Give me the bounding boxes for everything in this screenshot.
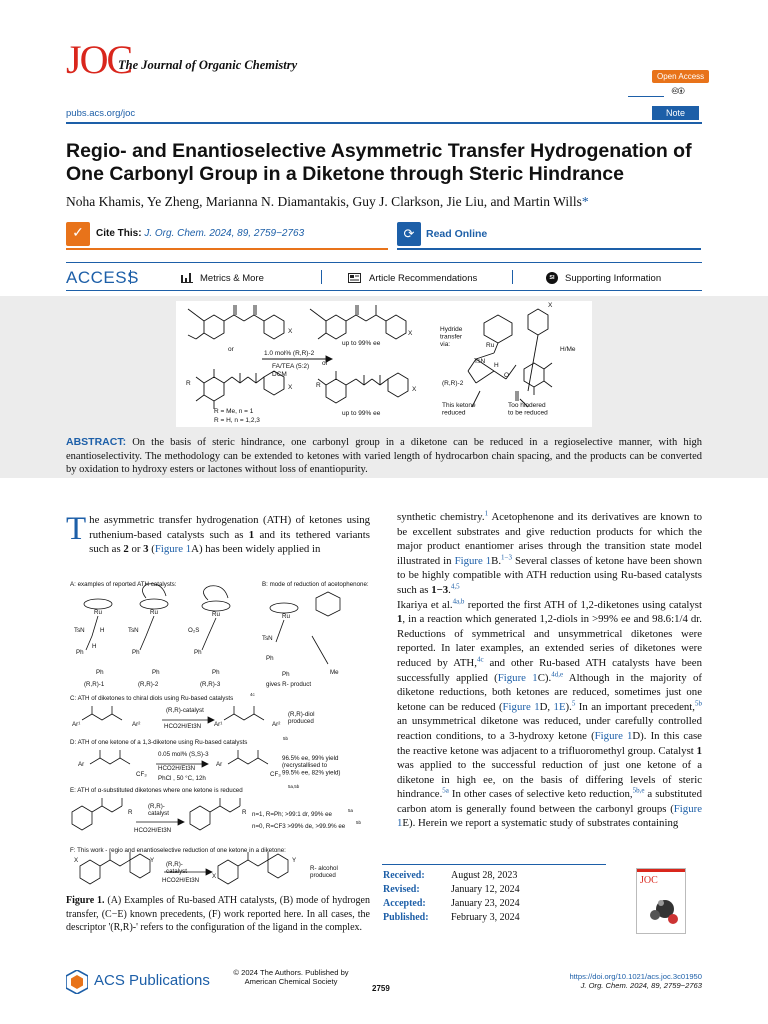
body-text: an unsymmetrical diketone was reduced, under carefully controlled reaction conditions, to a 3-hydroxy ketone (: [397, 715, 702, 742]
access-label: ACCESS: [66, 268, 139, 287]
fig-c-reagent: HCO2H/Et3N: [164, 723, 202, 730]
abstract: [66, 436, 702, 477]
fig-e-result-1-sup: 5a: [348, 808, 354, 813]
svg-text:O: O: [504, 372, 510, 379]
dropcap: T: [66, 511, 87, 547]
reference-link[interactable]: 5: [571, 699, 576, 708]
body-column-1: [66, 513, 370, 557]
read-online-icon[interactable]: ⟳: [397, 222, 421, 246]
body-text: Although in the majority of diketone reductions, both ketones are reduced, sometimes just one ketone can be reduced (: [397, 671, 702, 713]
fig-c-label: C: ATH of diketones to chiral diols using Ru-based catalysts: [70, 695, 234, 702]
svg-text:Ph: Ph: [76, 649, 84, 656]
fig-e-result-2-sup: 5b: [356, 820, 362, 825]
cite-this[interactable]: [96, 228, 304, 239]
svg-text:H: H: [100, 627, 105, 634]
toc-arrow-top: 1.0 mol% (R,R)-2: [264, 350, 315, 357]
svg-text:X: X: [408, 330, 413, 337]
svg-text:Y: Y: [292, 857, 297, 864]
figure-link[interactable]: Figure 1: [397, 802, 702, 830]
svg-text:TsN: TsN: [74, 627, 85, 634]
fig-cat1: (R,R)-1: [84, 681, 105, 688]
read-underline: [397, 248, 701, 250]
body-text: (: [148, 543, 155, 556]
compound-ref: 1: [248, 528, 255, 541]
body-text: In other cases of selective keto reduction,: [448, 788, 633, 801]
reference-link[interactable]: 1−3: [501, 553, 512, 562]
svg-text:Ph: Ph: [132, 649, 140, 656]
body-text: In an important precedent,: [575, 700, 695, 713]
figure-link[interactable]: Figure 1: [454, 554, 492, 567]
acs-publications-logo[interactable]: ACS Publications: [94, 972, 210, 989]
body-text: and other Ru-based ATH catalysts have been successfully applied (: [397, 656, 702, 684]
toc-condition-1: R = Me, n = 1: [214, 408, 254, 415]
toc-hydride-label: Hydride transfer via:: [440, 326, 463, 348]
journal-name: The Journal of Organic Chemistry: [118, 58, 298, 72]
body-text: E). Herein we report a systematic study of substrates containing: [402, 817, 679, 830]
body-text: Ikariya et al.: [397, 598, 453, 611]
bar-chart-icon: [181, 273, 193, 283]
svg-text:TsN: TsN: [474, 358, 486, 365]
fig-e-sup: 5a,5b: [288, 784, 300, 789]
figure-1[interactable]: [66, 576, 370, 890]
reference-link[interactable]: 1: [484, 509, 489, 518]
caption-label: Figure 1.: [66, 895, 105, 906]
article-recommendations-icon: [348, 273, 361, 283]
fig-a-label: A: examples of reported ATH catalysts:: [70, 581, 177, 588]
fig-cat2: (R,R)-2: [138, 681, 159, 688]
svg-text:Ph: Ph: [194, 649, 202, 656]
reference-link[interactable]: 4a,b: [452, 596, 465, 605]
svg-text:Ar¹: Ar¹: [72, 721, 81, 728]
figure-link[interactable]: Figure 1: [594, 729, 633, 742]
fig-b-label: B: mode of reduction of acetophenone:: [262, 581, 369, 588]
svg-text:R: R: [128, 809, 133, 816]
acs-logo-icon: [66, 970, 88, 994]
date-published: Published: February 3, 2024: [383, 912, 520, 923]
article-recommendations-link[interactable]: Article Recommendations: [369, 273, 478, 284]
toc-too-hindered: Too hindered to be reduced: [508, 402, 548, 417]
access-bar-bottom-rule: [66, 290, 702, 291]
fig-c-sup: 4c: [250, 692, 255, 697]
compound-ref: 1−3: [431, 583, 449, 596]
fig-e-result-2: n=0, R=CF3 >99% de, >99.9% ee: [252, 823, 346, 830]
cite-check-icon[interactable]: ✓: [66, 222, 90, 246]
svg-text:X: X: [412, 386, 417, 393]
supporting-information-icon: SI: [546, 272, 558, 284]
fig-d-result: 96.5% ee, 99% yield (recrystallised to 99.5% ee, 82% yield): [282, 755, 341, 777]
body-text: , in a reaction which generated 1,2-diols in >99% ee and 98.6:1/4 dr. Reductions of symmetrical and unsymmetrical diketones were reported. In later examples, an extended series of diketones were reduced by ATH,: [397, 613, 702, 669]
fig-f-reagent: HCO2H/Et3N: [162, 877, 200, 884]
svg-text:R: R: [316, 382, 321, 389]
toc-arrow-bottom-1: FA/TEA (5:2): [272, 363, 310, 370]
svg-text:Ru: Ru: [282, 613, 290, 620]
body-text: .: [448, 583, 451, 596]
figure-link[interactable]: 1E: [553, 700, 566, 713]
read-online-link[interactable]: Read Online: [426, 228, 488, 240]
body-text: reported the first ATH of 1,2-diketones using catalyst: [464, 598, 702, 611]
fig-d-sup: 5b: [283, 736, 289, 741]
svg-text:Ar¹: Ar¹: [214, 721, 223, 728]
author-names[interactable]: Noha Khamis, Ye Zheng, Marianna N. Diamantakis, Guy J. Clarkson, Jie Liu, and Martin Wills: [66, 194, 582, 209]
svg-text:CF₃: CF₃: [270, 771, 281, 778]
svg-text:Ar: Ar: [78, 761, 85, 768]
svg-text:X: X: [74, 857, 79, 864]
corresponding-author-mark[interactable]: *: [581, 194, 589, 209]
compound-ref: 1: [397, 613, 403, 626]
compound-ref: 2: [123, 543, 129, 556]
svg-text:Ph: Ph: [266, 655, 274, 662]
author-list[interactable]: [66, 194, 589, 210]
caption-text: (A) Examples of Ru-based ATH catalysts, (B) mode of hydrogen transfer, (C−E) known precedents, (F) work reported here. In all cases, the descriptor '(R,R)-' refers to the configuration of the ligand in the complex.: [66, 895, 370, 934]
fig-f-label: F: This work - regio and enantioselective reduction of one ketone in a diketone:: [70, 847, 286, 854]
fig-e-result-1: n=1, R=Ph; >99:1 dr, 99% ee: [252, 811, 332, 818]
svg-text:JOC: JOC: [640, 875, 658, 886]
figure-link[interactable]: Figure 1: [154, 543, 192, 556]
fig-c-product: (R,R)-diol produced: [288, 711, 315, 726]
access-bar-top-rule: [66, 262, 702, 263]
fig-e-reagent: HCO2H/Et3N: [134, 827, 172, 834]
svg-text:X: X: [212, 873, 217, 880]
header-divider: [628, 96, 664, 97]
fig-d-conditions: PhCl , 50 °C, 12h: [158, 775, 206, 782]
toc-condition-2: R = H, n = 1,2,3: [214, 417, 260, 424]
fig-d-label: D: ATH of one ketone of a 1,3-diketone using Ru-based catalysts: [70, 739, 248, 746]
cite-underline: [66, 248, 388, 250]
body-text: D,: [539, 700, 554, 713]
svg-text:Y: Y: [150, 857, 155, 864]
toc-hme-label: H/Me: [560, 346, 576, 353]
dates-rule: [382, 864, 606, 865]
journal-cover-thumbnail[interactable]: [636, 868, 686, 934]
svg-text:Ar: Ar: [216, 761, 223, 768]
reference-link[interactable]: 5b,e: [632, 786, 645, 795]
date-revised: Revised: January 12, 2024: [383, 884, 520, 895]
fig-cat3: (R,R)-3: [200, 681, 221, 688]
access-separator: [130, 270, 131, 284]
body-text: ).: [565, 700, 572, 713]
svg-text:Ar²: Ar²: [132, 721, 141, 728]
svg-text:X: X: [288, 328, 293, 335]
svg-text:Ph: Ph: [152, 669, 160, 676]
toc-graphic[interactable]: [176, 301, 592, 427]
svg-text:Ph: Ph: [212, 669, 220, 676]
abstract-text: On the basis of steric hindrance, one carbonyl group in a diketone can be reduced in a regioselective manner, with high enantioselectivity. The methodology can be extended to ketones with varied length of hydrocarbon chain spacing, and the products can be converted by oxidation to hydroxy esters or lactones without loss of enantiopurity.: [66, 437, 703, 475]
fig-d-reagent: HCO2H/Et3N: [158, 765, 196, 772]
supporting-information-link[interactable]: Supporting Information: [565, 273, 662, 284]
toc-or-2: or: [322, 360, 328, 367]
body-text: synthetic chemistry.: [397, 511, 485, 523]
access-separator: [512, 270, 513, 284]
figure-link[interactable]: Figure 1: [502, 700, 540, 713]
fig-c-catalyst: (R,R)-catalyst: [166, 707, 204, 714]
svg-text:Ar²: Ar²: [272, 721, 281, 728]
svg-text:H: H: [494, 362, 499, 369]
body-text: B.: [491, 554, 502, 567]
svg-text:CF₃: CF₃: [136, 771, 147, 778]
svg-text:TsN: TsN: [262, 635, 273, 642]
svg-text:O₂S: O₂S: [188, 627, 200, 634]
body-text: A) has been widely applied in: [191, 543, 321, 556]
body-text: or: [128, 543, 144, 556]
body-text: Several classes of ketone have been shown to be highly compatible with ATH reduction using Ru-based catalysts such as: [397, 554, 702, 596]
compound-ref: 3: [143, 543, 149, 556]
journal-logo: JOC: [66, 37, 132, 82]
figure-link[interactable]: Figure 1: [497, 671, 538, 684]
body-text: and its tethered variants such as: [89, 528, 370, 556]
article-type-badge: Note: [652, 106, 699, 120]
svg-text:R: R: [186, 380, 191, 387]
cite-reference-link[interactable]: J. Org. Chem. 2024, 89, 2759−2763: [144, 228, 305, 239]
svg-text:TsN: TsN: [128, 627, 139, 634]
compound-ref: 1: [696, 744, 702, 757]
body-text: he asymmetric transfer hydrogenation (ATH) of ketones using ruthenium-based catalysts such as: [89, 514, 370, 541]
header-rule: [66, 122, 702, 124]
toc-ee-1: up to 99% ee: [342, 340, 381, 347]
footer-citation: J. Org. Chem. 2024, 89, 2759−2763: [580, 981, 702, 991]
toc-arrow-bottom-2: DCM: [272, 371, 287, 378]
article-title: Regio- and Enantioselective Asymmetric Transfer Hydrogenation of One Carbonyl Group in a Diketone through Steric Hindrance: [66, 140, 692, 185]
svg-text:Ph: Ph: [282, 671, 290, 678]
fig-e-catalyst: (R,R)-catalyst: [148, 803, 169, 818]
svg-text:Me: Me: [330, 669, 339, 676]
svg-text:R: R: [242, 809, 247, 816]
body-text: C).: [537, 671, 552, 684]
svg-text:X: X: [288, 384, 293, 391]
svg-text:X: X: [548, 302, 553, 309]
svg-text:Ru: Ru: [486, 342, 495, 349]
creative-commons-icon[interactable]: 🅭🅯: [672, 86, 685, 97]
toc-this-ketone: This ketone reduced: [442, 402, 476, 417]
reference-link[interactable]: 4,5: [450, 582, 460, 591]
date-accepted: Accepted: January 23, 2024: [383, 898, 520, 909]
body-text: a substituted carbon atom is generally found between the carbonyl groups (: [397, 788, 702, 815]
svg-text:Ru: Ru: [94, 609, 102, 616]
footer-doi: [500, 972, 702, 991]
abstract-label: ABSTRACT:: [66, 436, 127, 448]
open-access-badge[interactable]: Open Access: [652, 70, 709, 83]
toc-catalyst-label: (R,R)-2: [442, 380, 464, 387]
svg-text:Ru: Ru: [212, 611, 220, 618]
doi-link[interactable]: https://doi.org/10.1021/acs.joc.3c01950: [569, 972, 702, 981]
body-text: D). In this case the reactive ketone was adjacent to a trifluoromethyl group. Catalyst: [397, 729, 702, 757]
reference-link[interactable]: 5a: [442, 786, 449, 795]
fig-d-catalyst: 0.05 mol% (S,S)-3: [158, 751, 209, 758]
svg-text:Ru: Ru: [150, 609, 158, 616]
reference-link[interactable]: 4c: [476, 655, 484, 664]
metrics-more-link[interactable]: Metrics & More: [200, 273, 264, 284]
body-text: Acetophenone and its derivatives are known to be excellent substrates and give reduction products for which the major product enantiomer arises through the transition state model illustrated in: [397, 511, 702, 567]
svg-text:H: H: [92, 643, 97, 650]
svg-text:Ph: Ph: [96, 669, 104, 676]
access-separator: [321, 270, 322, 284]
body-text: was applied to the successful reduction of just one ketone of a diketone in high ee, on the basis of differing levels of steric hindrance.: [397, 759, 702, 801]
reference-link[interactable]: 5b: [695, 699, 702, 708]
body-column-2: [397, 510, 702, 831]
toc-ee-2: up to 99% ee: [342, 410, 381, 417]
fig-f-product: R- alcohol produced: [310, 865, 338, 880]
date-received: Received: August 28, 2023: [383, 870, 518, 881]
reference-link[interactable]: 4d,e: [551, 669, 564, 678]
fig-e-label: E: ATH of α-substituted diketones where one ketone is reduced: [70, 787, 243, 794]
fig-gives: gives R- product: [266, 681, 312, 688]
cite-label: Cite This:: [96, 228, 142, 239]
toc-or-1: or: [228, 346, 234, 353]
copyright: © 2024 The Authors. Published by American Chemical Society: [233, 968, 349, 987]
figure-1-caption: [66, 894, 370, 935]
journal-url-link[interactable]: pubs.acs.org/joc: [66, 108, 136, 119]
page-number: 2759: [372, 984, 390, 993]
fig-f-catalyst: (R,R)-catalyst: [166, 861, 187, 876]
